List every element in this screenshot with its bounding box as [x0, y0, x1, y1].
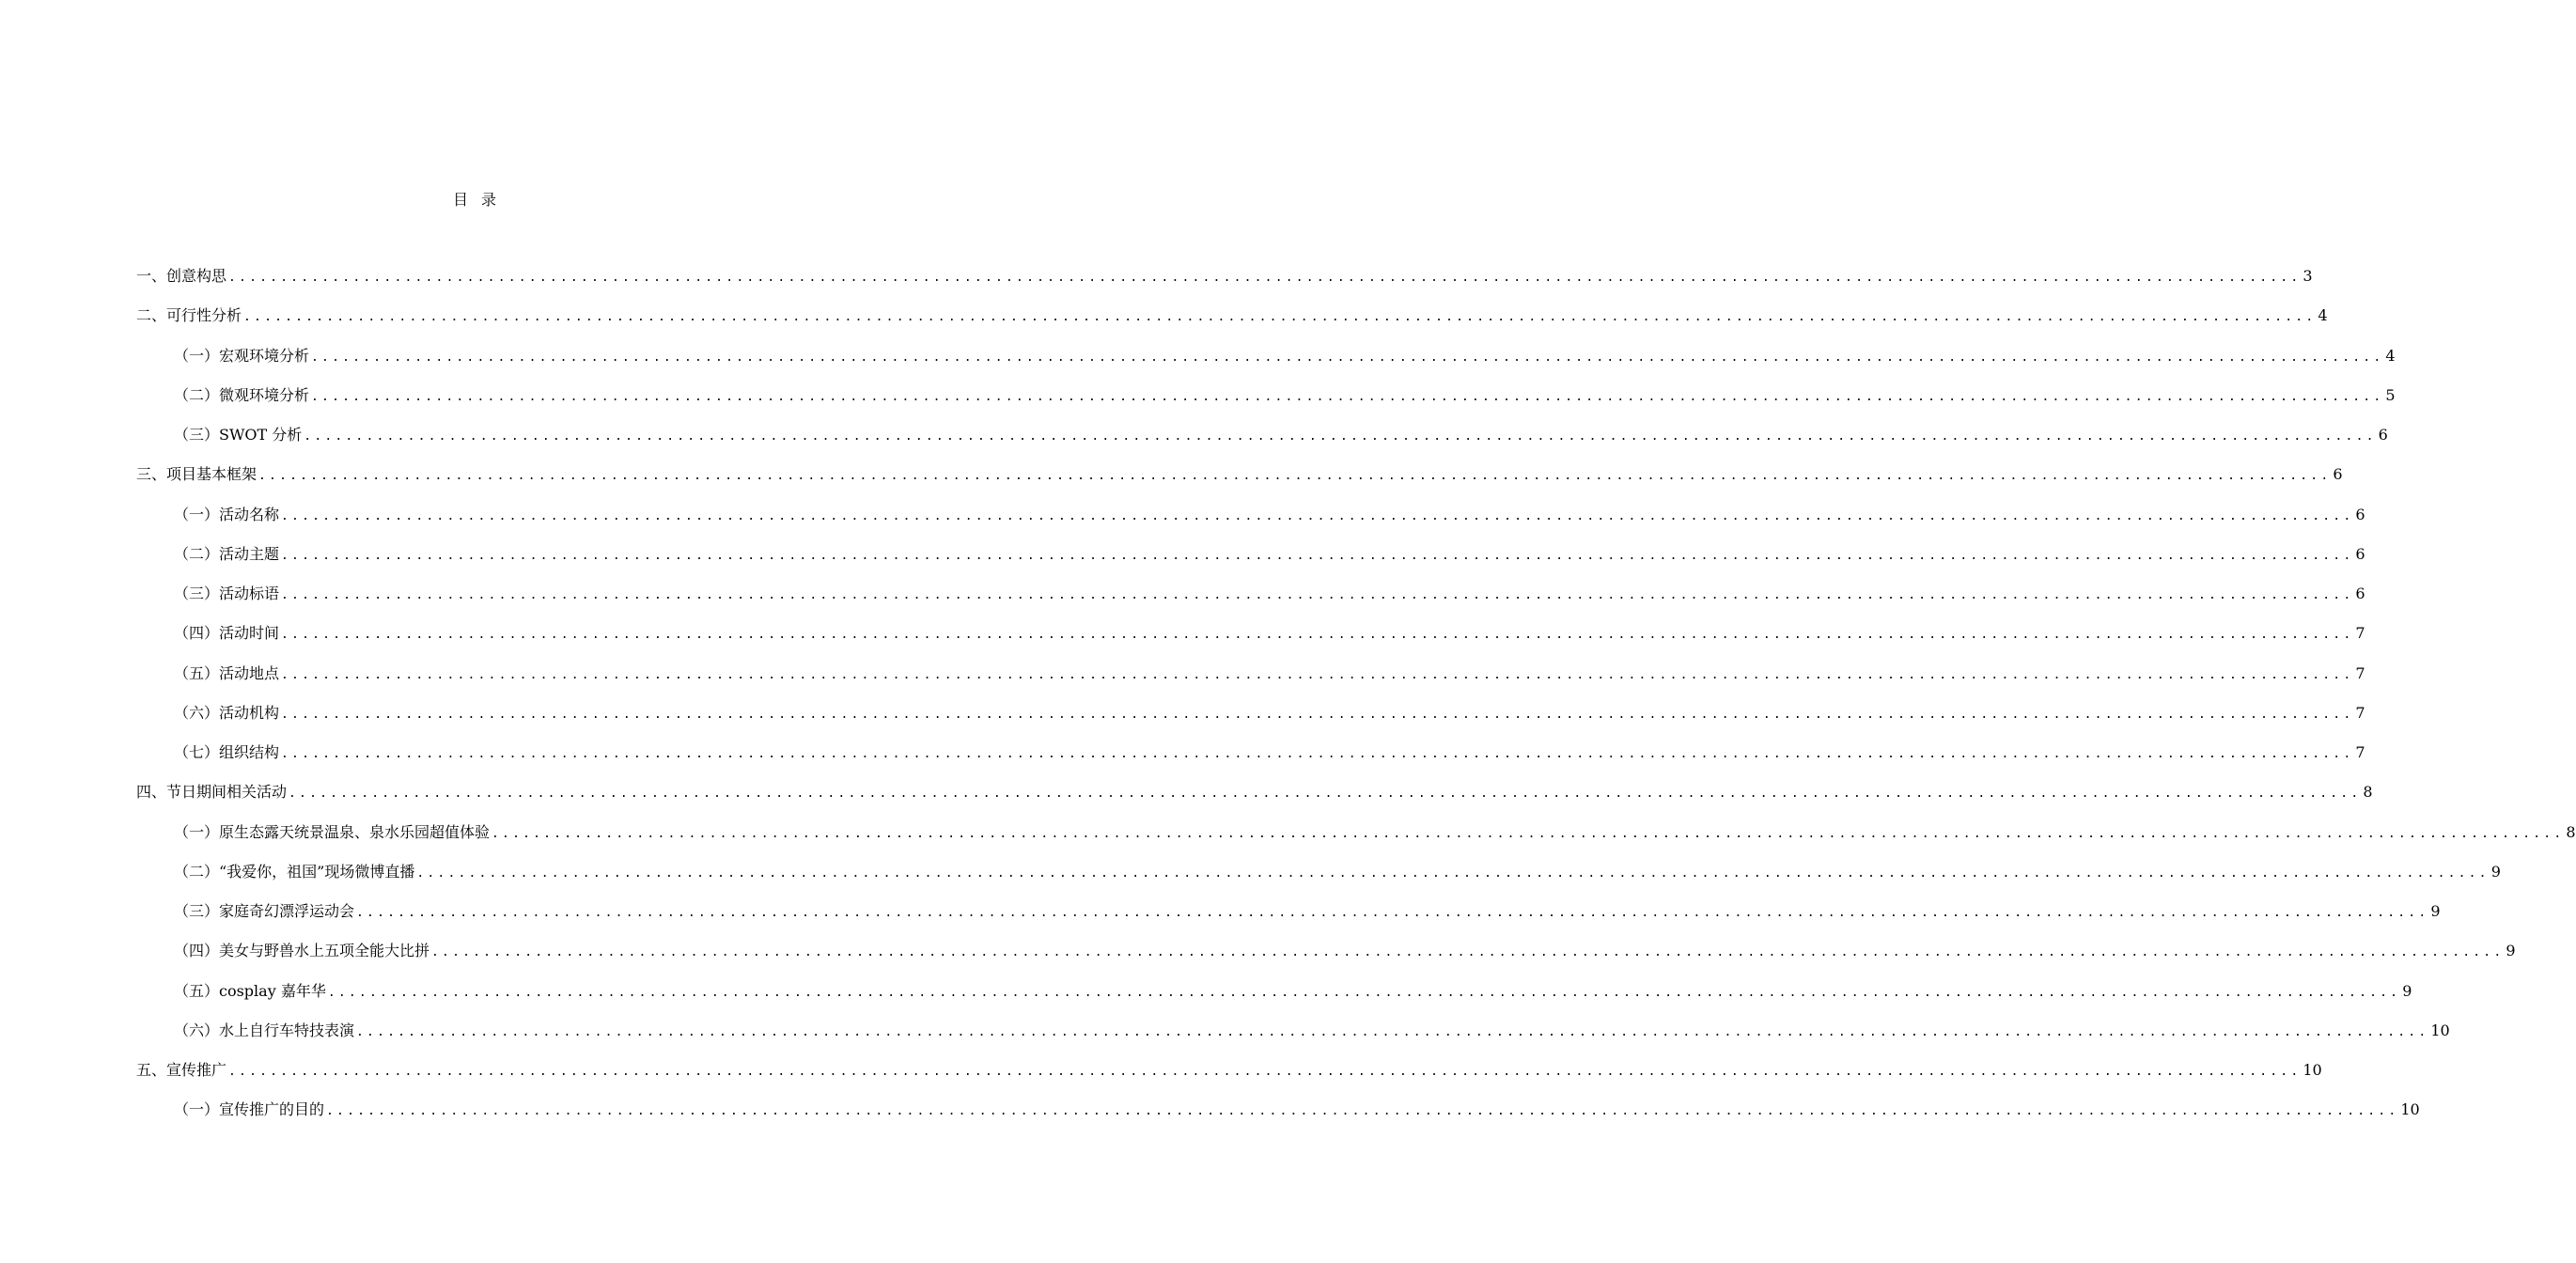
toc-entry[interactable] [136, 263, 2313, 303]
toc-entry-page-number: 9 [2430, 902, 2441, 920]
toc-list [136, 263, 2576, 1137]
toc-dot-leader: ........................................................................................................................................................................................................ [281, 588, 2354, 602]
toc-dot-leader: ........................................................................................................................................................................................................ [228, 1065, 2302, 1079]
toc-entry-label: 一、创意构思 [136, 267, 227, 285]
toc-entry-page-number: 10 [2303, 1061, 2322, 1079]
toc-entry[interactable] [136, 1018, 2450, 1057]
toc-entry-label: 五、宣传推广 [136, 1061, 227, 1079]
toc-entry-label: （六）水上自行车特技表演 [174, 1021, 355, 1039]
toc-dot-leader: ........................................................................................................................................................................................................ [431, 945, 2505, 960]
toc-dot-leader: ........................................................................................................................................................................................................ [326, 1104, 2399, 1119]
toc-entry[interactable] [136, 779, 2373, 819]
toc-entry[interactable] [136, 382, 2396, 422]
toc-entry-page-number: 7 [2355, 624, 2365, 643]
toc-entry-page-number: 9 [2490, 862, 2501, 881]
toc-entry[interactable] [136, 1097, 2420, 1136]
toc-entry[interactable] [136, 620, 2365, 660]
toc-entry-label: （六）活动机构 [174, 703, 280, 722]
toc-entry-page-number: 7 [2355, 743, 2365, 761]
toc-entry-label: （七）组织结构 [174, 743, 280, 761]
toc-dot-leader: ........................................................................................................................................................................................................ [281, 628, 2354, 643]
toc-dot-leader: ........................................................................................................................................................................................................ [243, 310, 2317, 325]
toc-dot-leader: ........................................................................................................................................................................................................ [356, 906, 2429, 920]
toc-dot-leader: ........................................................................................................................................................................................................ [304, 429, 2377, 444]
toc-dot-leader: ........................................................................................................................................................................................................ [356, 1024, 2429, 1039]
toc-entry-label: （一）宏观环境分析 [174, 346, 310, 365]
toc-entry-label: （三）活动标语 [174, 585, 280, 602]
toc-dot-leader: ........................................................................................................................................................................................................ [281, 747, 2354, 761]
toc-dot-leader: ........................................................................................................................................................................................................ [311, 350, 2384, 365]
toc-entry[interactable] [136, 898, 2441, 938]
toc-entry[interactable] [136, 978, 2412, 1018]
toc-entry-label: （四）活动时间 [174, 624, 280, 643]
toc-dot-leader: ........................................................................................................................................................................................................ [228, 271, 2302, 285]
toc-entry-page-number: 6 [2355, 544, 2365, 563]
toc-entry-label: （二）微观环境分析 [174, 385, 310, 404]
toc-entry-page-number: 4 [2385, 346, 2396, 365]
toc-dot-leader: ........................................................................................................................................................................................................ [289, 787, 2362, 802]
toc-entry-page-number: 9 [2402, 981, 2412, 1000]
toc-entry-page-number: 6 [2355, 585, 2365, 602]
toc-entry[interactable] [136, 343, 2396, 382]
toc-dot-leader: ........................................................................................................................................................................................................ [258, 469, 2332, 484]
toc-title: 目录 [452, 191, 509, 209]
toc-entry-page-number: 10 [2430, 1021, 2450, 1039]
toc-entry[interactable] [136, 461, 2343, 501]
toc-entry-label: （三）SWOT 分析 [174, 426, 303, 444]
toc-entry-label: （一）宣传推广的目的 [174, 1100, 325, 1119]
toc-entry[interactable] [136, 819, 2576, 859]
toc-entry-page-number: 6 [2378, 426, 2388, 444]
toc-entry-page-number: 9 [2506, 942, 2516, 960]
toc-entry-page-number: 7 [2355, 703, 2365, 722]
toc-entry-label: （一）活动名称 [174, 505, 280, 523]
toc-entry-label: 四、节日期间相关活动 [136, 783, 288, 802]
toc-dot-leader: ........................................................................................................................................................................................................ [492, 826, 2565, 841]
toc-entry-label: （二）“我爱你，祖国”现场微博直播 [174, 862, 415, 881]
toc-entry[interactable] [136, 581, 2365, 620]
toc-entry[interactable] [136, 700, 2365, 740]
toc-entry-page-number: 4 [2318, 306, 2328, 325]
toc-dot-leader: ........................................................................................................................................................................................................ [311, 389, 2384, 404]
toc-entry-label: 二、可行性分析 [136, 306, 242, 325]
toc-entry-page-number: 10 [2400, 1100, 2420, 1119]
toc-dot-leader: ........................................................................................................................................................................................................ [281, 548, 2354, 563]
toc-entry[interactable] [136, 1057, 2322, 1097]
toc-entry-label: （一）原生态露天统景温泉、泉水乐园超值体验 [174, 822, 491, 841]
toc-entry-page-number: 6 [2355, 505, 2365, 523]
toc-entry[interactable] [136, 541, 2365, 581]
toc-entry-page-number: 5 [2385, 385, 2396, 404]
toc-entry[interactable] [136, 661, 2365, 700]
toc-dot-leader: ........................................................................................................................................................................................................ [327, 985, 2401, 1000]
toc-entry-label: （三）家庭奇幻漂浮运动会 [174, 902, 355, 920]
toc-entry[interactable] [136, 938, 2516, 977]
toc-dot-leader: ........................................................................................................................................................................................................ [281, 667, 2354, 682]
toc-dot-leader: ........................................................................................................................................................................................................ [281, 707, 2354, 722]
toc-entry-page-number: 6 [2333, 465, 2343, 484]
toc-dot-leader: ........................................................................................................................................................................................................ [281, 508, 2354, 523]
toc-entry[interactable] [136, 303, 2328, 342]
toc-entry-label: 三、项目基本框架 [136, 465, 258, 484]
toc-entry[interactable] [136, 859, 2501, 898]
toc-entry-page-number: 8 [2566, 822, 2576, 841]
toc-dot-leader: ........................................................................................................................................................................................................ [416, 865, 2490, 881]
toc-entry[interactable] [136, 422, 2388, 461]
toc-entry-label: （二）活动主题 [174, 544, 280, 563]
toc-entry-label: （四）美女与野兽水上五项全能大比拼 [174, 942, 430, 960]
toc-entry-label: （五）cosplay 嘉年华 [174, 981, 326, 1000]
toc-entry-page-number: 3 [2303, 267, 2313, 285]
toc-entry-page-number: 7 [2355, 663, 2365, 682]
toc-entry[interactable] [136, 502, 2365, 541]
toc-entry-label: （五）活动地点 [174, 663, 280, 682]
toc-entry-page-number: 8 [2363, 783, 2373, 802]
toc-entry[interactable] [136, 740, 2365, 779]
